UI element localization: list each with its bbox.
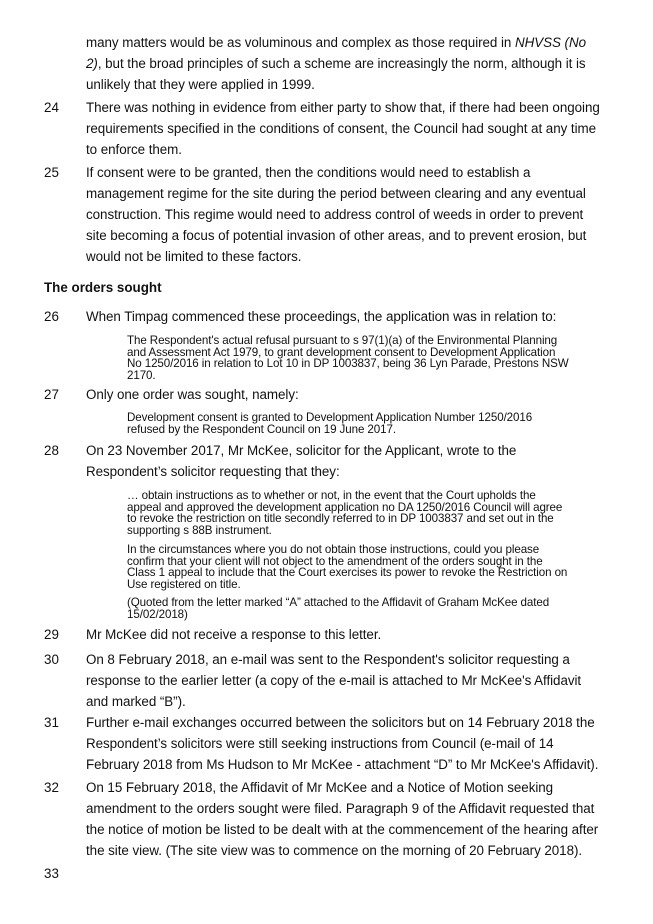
paragraph-line: management regime for the site during the period between clearing and any eventual bbox=[86, 186, 586, 201]
quote-line: (Quoted from the letter marked “A” attached to the Affidavit of Graham McKee dated bbox=[127, 596, 550, 609]
paragraph-line: to enforce them. bbox=[86, 142, 182, 157]
paragraph-number: 25 bbox=[44, 165, 59, 180]
quote-line: refused by the Respondent Council on 19 June 2017. bbox=[127, 422, 396, 436]
paragraph-32 bbox=[86, 777, 606, 861]
paragraph-29 bbox=[86, 624, 606, 645]
paragraph-line: many matters would be as voluminous and complex as those required in NHVSS (No bbox=[86, 35, 586, 50]
quote-line: Class 1 appeal to include that the Court exercises its power to revoke the Restriction on bbox=[127, 566, 568, 579]
paragraph-line: When Timpag commenced these proceedings, the application was in relation to: bbox=[86, 309, 557, 324]
paragraph-number: 27 bbox=[44, 387, 59, 402]
block-quote-28b bbox=[127, 544, 597, 590]
paragraph-line: the notice of motion be listed to be dealt with at the commencement of the hearing after bbox=[86, 822, 599, 837]
paragraph-line: Respondent’s solicitor requesting that they: bbox=[86, 464, 340, 479]
paragraph-line: Respondent’s solicitors were still seeking instructions from Council (e-mail of 14 bbox=[86, 736, 554, 751]
paragraph-number: 29 bbox=[44, 627, 59, 642]
quote-line: 2170. bbox=[127, 368, 156, 382]
paragraph-line: If consent were to be granted, then the conditions would need to establish a bbox=[86, 165, 531, 180]
paragraph-line: response to the earlier letter (a copy of the e-mail is attached to Mr McKee's Affidavit bbox=[86, 673, 582, 688]
quote-line: confirm that your client will not object to the amendment of the orders sought in the bbox=[127, 554, 543, 568]
block-quote-27 bbox=[127, 412, 597, 435]
paragraph-line: and marked “B”). bbox=[86, 694, 186, 709]
block-quote-26 bbox=[127, 335, 597, 381]
paragraph-number: 30 bbox=[44, 652, 59, 667]
paragraph-line: Further e-mail exchanges occurred between the solicitors but on 14 February 2018 the bbox=[86, 715, 595, 730]
paragraph-line: unlikely that they were applied in 1999. bbox=[86, 77, 315, 92]
paragraph-24 bbox=[86, 97, 606, 160]
case-name-italic: NHVSS (No bbox=[515, 35, 586, 50]
quote-line: Use registered on title. bbox=[127, 577, 241, 591]
paragraph-26 bbox=[86, 306, 606, 327]
paragraph-line: would not be limited to these factors. bbox=[86, 249, 302, 264]
paragraph-line: the site view. (The site view was to commence on the morning of 20 February 2018). bbox=[86, 843, 583, 858]
quote-line: No 1250/2016 in relation to Lot 10 in DP 1003837, being 36 Lyn Parade, Prestons NSW bbox=[127, 357, 569, 370]
paragraph-28 bbox=[86, 440, 606, 482]
case-name-italic: 2) bbox=[86, 56, 98, 71]
paragraph-23-continuation bbox=[86, 32, 606, 95]
paragraph-line: Mr McKee did not receive a response to this letter. bbox=[86, 627, 382, 642]
quote-line: supporting s 88B instrument. bbox=[127, 523, 272, 537]
quote-line: In the circumstances where you do not obtain those instructions, could you please bbox=[127, 543, 540, 556]
paragraph-number: 28 bbox=[44, 443, 59, 458]
paragraph-30 bbox=[86, 649, 606, 712]
quote-line: to revoke the restriction on title secondly referred to in DP 1003837 and set out in the bbox=[127, 512, 554, 525]
quote-line: The Respondent's actual refusal pursuant to s 97(1)(a) of the Environmental Planning bbox=[127, 334, 558, 347]
block-quote-28c bbox=[127, 597, 597, 620]
section-heading: The orders sought bbox=[44, 280, 162, 295]
paragraph-line: amendment to the orders sought were filed. Paragraph 9 of the Affidavit requested that bbox=[86, 801, 595, 816]
paragraph-line: On 23 November 2017, Mr McKee, solicitor for the Applicant, wrote to the bbox=[86, 443, 517, 458]
quote-line: … obtain instructions as to whether or not, in the event that the Court upholds the bbox=[127, 489, 536, 502]
paragraph-line: 2), but the broad principles of such a scheme are increasingly the norm, although it is bbox=[86, 56, 586, 71]
quote-line: 15/02/2018) bbox=[127, 607, 188, 621]
paragraph-number: 26 bbox=[44, 309, 59, 324]
block-quote-28a bbox=[127, 490, 597, 536]
paragraph-line: February 2018 from Ms Hudson to Mr McKee - attachment “D” to Mr McKee's Affidavit). bbox=[86, 757, 599, 772]
paragraph-number: 32 bbox=[44, 780, 59, 795]
quote-line: Development consent is granted to Development Application Number 1250/2016 bbox=[127, 411, 533, 424]
paragraph-line: requirements specified in the conditions of consent, the Council had sought at any time bbox=[86, 121, 597, 136]
paragraph-25 bbox=[86, 162, 606, 267]
paragraph-number: 31 bbox=[44, 715, 59, 730]
paragraph-31 bbox=[86, 712, 606, 775]
paragraph-line: There was nothing in evidence from either party to show that, if there had been ongoing bbox=[86, 100, 600, 115]
paragraph-number: 33 bbox=[44, 866, 59, 881]
paragraph-line: construction. This regime would need to address control of weeds in order to prevent bbox=[86, 207, 584, 222]
paragraph-line: Only one order was sought, namely: bbox=[86, 387, 299, 402]
paragraph-27 bbox=[86, 384, 606, 405]
paragraph-line: On 15 February 2018, the Affidavit of Mr McKee and a Notice of Motion seeking bbox=[86, 780, 554, 795]
paragraph-number: 24 bbox=[44, 100, 59, 115]
quote-line: appeal and approved the development application no DA 1250/2016 Council will agree bbox=[127, 500, 563, 514]
paragraph-line: On 8 February 2018, an e-mail was sent to the Respondent's solicitor requesting a bbox=[86, 652, 570, 667]
paragraph-line: site becoming a focus of potential invasion of other areas, and to prevent erosion, but bbox=[86, 228, 587, 243]
quote-line: and Assessment Act 1979, to grant development consent to Development Application bbox=[127, 345, 556, 359]
